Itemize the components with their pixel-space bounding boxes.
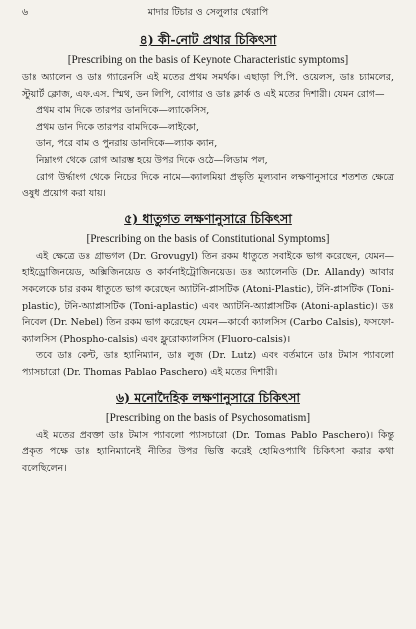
section-4-item: নিম্নাংগ থেকে রোগ আরম্ভ হয়ে উপর দিকে ওঠে—লিডাম পল, (36, 154, 268, 166)
section-5-heading (22, 211, 394, 231)
section-5-paragraph-1: এই ক্ষেত্রে ডঃ গ্রাভগল (Dr. Grovugyl) তিন রকম ধাতুতে সবাইকে ভাগ করেছেন, যেমন—হাইড্রোজিনয়েড, অক্সিজিনয়েড ও কার্বনাইট্রোজিনয়েড। ডঃ অ্যালেনডি (Dr. Allandy) আবার সকলেকে চার রকম ধাতুতে ভাগ করেছেন অ্যাটনি-প্লাসটিক (Atoni-Plastic), টনি-প্লাসটিক (Toni-plastic), টনি-অ্যাপ্লাসটিক (Toni-aplastic) এবং অ্যাটনি-অ্যাপ্লাসটিক (Atoni-aplastic)। ডঃ নিবেল (Dr. Nebel) তিন রকম ভাগ করেছেন যেমন—কার্বো ক্যালসিস (Carbo Calsis), ফসফো-ক্যালসিস (Phospho-calsis) এবং ফ্লুরোক্যালসিস (Fluoro-calsis)। (22, 250, 394, 345)
section-5-title: ৫) ধাতুগত লক্ষণানুসারে চিকিৎসা (124, 210, 292, 226)
section-4-subtitle: [Prescribing on the basis of Keynote Characteristic symptoms] (67, 54, 349, 66)
section-4-intro: ডাঃ অ্যালেন ও ডাঃ গ্যারেনসি এই মতের প্রথম সমর্থক। এছাড়া পি.পি. ওয়েলস, ডাঃ চ্যামলের, স্টুয়ার্ট ক্লোজ, এফ.এস. স্মিথ, ডন লিপি, বোগার ও ডাঃ ক্লার্ক ও এই মতের দিশারী। যেমন রোগ— (22, 72, 394, 100)
running-header (22, 6, 394, 22)
section-6-paragraph-1: এই মতের প্রবক্তা ডাঃ টমাস প্যাবলো প্যাসচারো (Dr. Tomas Pablo Paschero)। কিন্তু প্রকৃত পক্ষে ডাঃ হ্যানিম্যানেই নীতির উপর ভিত্তি করেই হোমিওপ্যাথি চিকিৎসা করার কথা বলেছিলেন। (22, 429, 394, 474)
section-4-item: ডান, পরে বাম ও পুনরায় ডানদিকে—ল্যাক ক্যান, (36, 138, 218, 150)
page-number: ৬ (22, 7, 29, 18)
section-5-subtitle: [Prescribing on the basis of Constitutional Symptoms] (86, 232, 330, 245)
section-6-heading (22, 390, 394, 410)
running-title: মাদার টিচার ও সেলুলার থেরাপি (147, 7, 269, 18)
section-6-subtitle: [Prescribing on the basis of Psychosomatism] (105, 411, 311, 424)
section-6-title: ৬) মনোদৈহিক লক্ষণানুসারে চিকিৎসা (116, 389, 300, 405)
section-4-item: প্রথম ডান দিকে তারপর বামদিকে—লাইকো, (36, 121, 199, 133)
section-4-closing: রোগ উর্দ্ধাংগ থেকে নিচের দিকে নামে—ক্যালমিয়া প্রভৃতি মূল্যবান লক্ষণানুসারে শতশত ক্ষেত্রে ওষুধ প্রয়োগ করা যায়। (22, 171, 394, 200)
section-4-title: ৪) কী-নোট প্রথার চিকিৎসা (139, 32, 277, 47)
section-4-heading (22, 32, 394, 52)
section-5-paragraph-2: তবে ডাঃ কেন্ট, ডাঃ হ্যানিম্যান, ডাঃ লুজ (Dr. Lutz) এবং বর্তমানে ডাঃ টমাস প্যাবলো প্যাসচারো (Dr. Thomas Pablao Paschero) এই মতের দিশারী। (22, 350, 394, 378)
section-4-item: প্রথম বাম দিকে তারপর ডানদিকে—ল্যাকেসিস, (36, 105, 210, 117)
